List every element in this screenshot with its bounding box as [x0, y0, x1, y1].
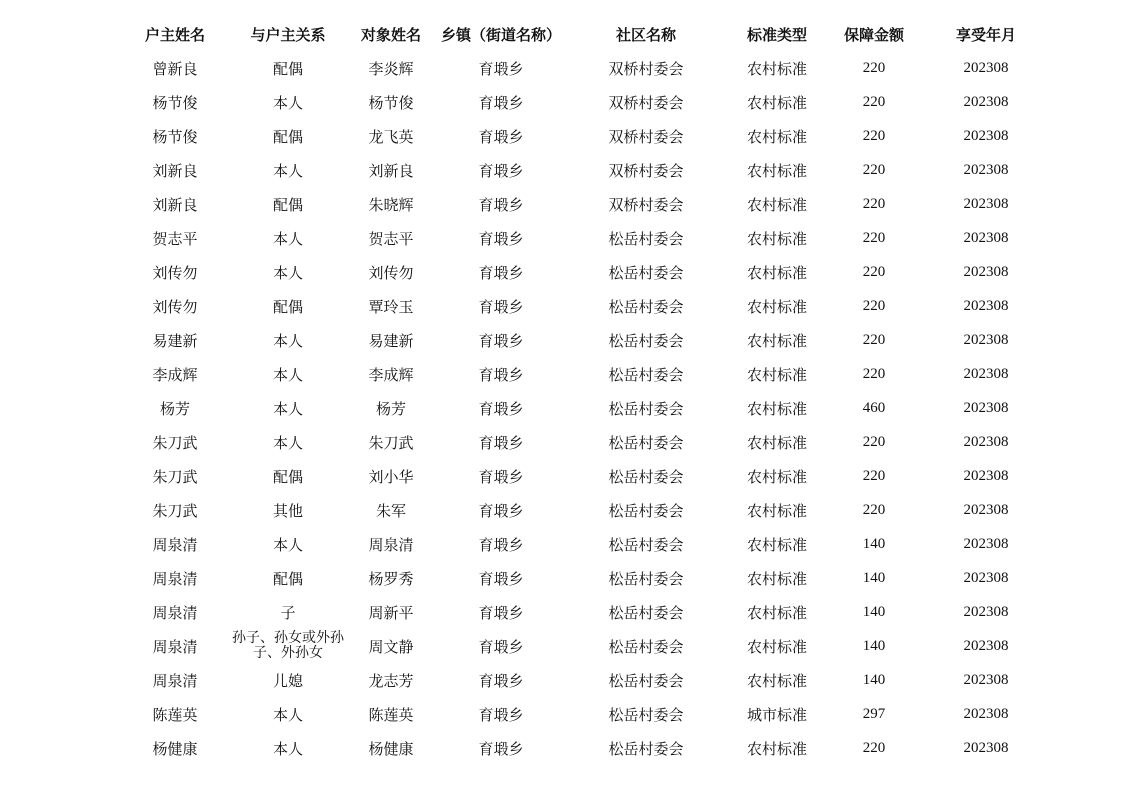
cell-community: 松岳村委会	[608, 399, 684, 418]
column-header-household-head: 户主姓名	[144, 25, 205, 44]
cell-town: 育塅乡	[478, 501, 524, 520]
cell-household-head: 周泉清	[152, 637, 198, 656]
cell-town: 育塅乡	[478, 127, 524, 146]
cell-month: 202308	[963, 297, 1009, 314]
cell-standard-type: 农村标准	[746, 161, 807, 180]
cell-recipient-name: 刘新良	[368, 161, 414, 180]
cell-town: 育塅乡	[478, 705, 524, 724]
cell-amount: 220	[862, 365, 886, 382]
cell-standard-type: 农村标准	[746, 229, 807, 248]
cell-household-head: 朱刀武	[152, 467, 198, 486]
cell-community: 松岳村委会	[608, 739, 684, 758]
cell-recipient-name: 陈莲英	[368, 705, 414, 724]
cell-community: 松岳村委会	[608, 297, 684, 316]
cell-recipient-name: 杨健康	[368, 739, 414, 758]
cell-relation-text: 孙子、孙女或外孙子、外孙女	[232, 630, 344, 661]
column-header-month: 享受年月	[955, 25, 1016, 44]
cell-relation: 本人	[272, 365, 303, 384]
cell-month: 202308	[963, 229, 1009, 246]
cell-community: 松岳村委会	[608, 705, 684, 724]
cell-standard-type: 农村标准	[746, 195, 807, 214]
cell-relation: 本人	[272, 263, 303, 282]
cell-relation: 配偶	[272, 59, 303, 78]
cell-recipient-name: 李成辉	[368, 365, 414, 384]
cell-recipient-name: 李炎辉	[368, 59, 414, 78]
cell-amount: 220	[862, 739, 886, 756]
cell-community: 松岳村委会	[608, 535, 684, 554]
cell-community: 松岳村委会	[608, 637, 684, 656]
cell-relation: 本人	[272, 229, 303, 248]
cell-relation: 本人	[272, 705, 303, 724]
cell-town: 育塅乡	[478, 229, 524, 248]
cell-community: 松岳村委会	[608, 467, 684, 486]
cell-amount: 140	[862, 569, 886, 586]
header-row	[119, 17, 1051, 51]
cell-amount: 220	[862, 59, 886, 76]
cell-standard-type: 城市标准	[746, 705, 807, 724]
cell-relation: 本人	[272, 399, 303, 418]
cell-household-head: 刘传勿	[152, 297, 198, 316]
cell-town: 育塅乡	[478, 603, 524, 622]
table-row	[119, 697, 1051, 731]
table-row	[119, 493, 1051, 527]
cell-month: 202308	[963, 127, 1009, 144]
table-row	[119, 527, 1051, 561]
cell-month: 202308	[963, 331, 1009, 348]
cell-standard-type: 农村标准	[746, 467, 807, 486]
cell-relation: 本人	[272, 739, 303, 758]
cell-town: 育塅乡	[478, 93, 524, 112]
cell-household-head: 朱刀武	[152, 433, 198, 452]
cell-amount: 220	[862, 297, 886, 314]
cell-household-head: 杨芳	[159, 399, 190, 418]
cell-community: 双桥村委会	[608, 59, 684, 78]
cell-amount: 220	[862, 229, 886, 246]
cell-relation: 配偶	[272, 127, 303, 146]
table-row	[119, 425, 1051, 459]
cell-standard-type: 农村标准	[746, 603, 807, 622]
cell-standard-type: 农村标准	[746, 569, 807, 588]
cell-town: 育塅乡	[478, 331, 524, 350]
cell-town: 育塅乡	[478, 535, 524, 554]
cell-standard-type: 农村标准	[746, 637, 807, 656]
cell-town: 育塅乡	[478, 263, 524, 282]
cell-community: 松岳村委会	[608, 569, 684, 588]
cell-month: 202308	[963, 501, 1009, 518]
table-row	[119, 595, 1051, 629]
cell-household-head: 陈莲英	[152, 705, 198, 724]
cell-relation: 子	[280, 603, 296, 622]
cell-month: 202308	[963, 671, 1009, 688]
cell-town: 育塅乡	[478, 671, 524, 690]
cell-recipient-name: 贺志平	[368, 229, 414, 248]
table-row	[119, 255, 1051, 289]
cell-community: 松岳村委会	[608, 263, 684, 282]
cell-amount: 220	[862, 93, 886, 110]
cell-town: 育塅乡	[478, 569, 524, 588]
table-row	[119, 561, 1051, 595]
cell-recipient-name: 杨节俊	[368, 93, 414, 112]
cell-community: 松岳村委会	[608, 433, 684, 452]
cell-standard-type: 农村标准	[746, 59, 807, 78]
cell-standard-type: 农村标准	[746, 127, 807, 146]
cell-community: 松岳村委会	[608, 229, 684, 248]
cell-household-head: 周泉清	[152, 671, 198, 690]
cell-relation	[231, 629, 345, 663]
cell-month: 202308	[963, 637, 1009, 654]
cell-standard-type: 农村标准	[746, 535, 807, 554]
cell-month: 202308	[963, 433, 1009, 450]
table-row	[119, 663, 1051, 697]
cell-household-head: 刘新良	[152, 161, 198, 180]
cell-amount: 220	[862, 433, 886, 450]
table-row	[119, 323, 1051, 357]
cell-relation: 配偶	[272, 195, 303, 214]
cell-community: 松岳村委会	[608, 331, 684, 350]
cell-month: 202308	[963, 739, 1009, 756]
cell-community: 双桥村委会	[608, 127, 684, 146]
table-row	[119, 51, 1051, 85]
cell-recipient-name: 刘传勿	[368, 263, 414, 282]
cell-community: 松岳村委会	[608, 501, 684, 520]
cell-standard-type: 农村标准	[746, 365, 807, 384]
cell-standard-type: 农村标准	[746, 297, 807, 316]
cell-relation: 本人	[272, 93, 303, 112]
cell-amount: 140	[862, 603, 886, 620]
cell-household-head: 曾新良	[152, 59, 198, 78]
table-row	[119, 357, 1051, 391]
table-row	[119, 629, 1051, 663]
cell-month: 202308	[963, 603, 1009, 620]
cell-month: 202308	[963, 161, 1009, 178]
cell-month: 202308	[963, 705, 1009, 722]
cell-month: 202308	[963, 399, 1009, 416]
cell-recipient-name: 周文静	[368, 637, 414, 656]
cell-standard-type: 农村标准	[746, 263, 807, 282]
cell-household-head: 周泉清	[152, 535, 198, 554]
table-row	[119, 85, 1051, 119]
cell-household-head: 杨节俊	[152, 127, 198, 146]
cell-amount: 220	[862, 195, 886, 212]
cell-recipient-name: 龙飞英	[368, 127, 414, 146]
cell-recipient-name: 杨罗秀	[368, 569, 414, 588]
table-row	[119, 731, 1051, 765]
cell-community: 松岳村委会	[608, 365, 684, 384]
cell-relation: 本人	[272, 433, 303, 452]
table-row	[119, 119, 1051, 153]
column-header-standard-type: 标准类型	[746, 25, 807, 44]
cell-household-head: 周泉清	[152, 569, 198, 588]
cell-relation: 配偶	[272, 569, 303, 588]
cell-town: 育塅乡	[478, 399, 524, 418]
cell-standard-type: 农村标准	[746, 739, 807, 758]
cell-recipient-name: 朱刀武	[368, 433, 414, 452]
cell-month: 202308	[963, 535, 1009, 552]
column-header-community: 社区名称	[615, 25, 676, 44]
cell-household-head: 易建新	[152, 331, 198, 350]
cell-amount: 220	[862, 161, 886, 178]
table-body	[119, 51, 1051, 765]
cell-household-head: 杨健康	[152, 739, 198, 758]
cell-relation: 本人	[272, 535, 303, 554]
cell-standard-type: 农村标准	[746, 501, 807, 520]
cell-community: 双桥村委会	[608, 195, 684, 214]
cell-town: 育塅乡	[478, 433, 524, 452]
table-row	[119, 391, 1051, 425]
cell-recipient-name: 朱军	[375, 501, 406, 520]
cell-town: 育塅乡	[478, 739, 524, 758]
cell-standard-type: 农村标准	[746, 433, 807, 452]
cell-household-head: 李成辉	[152, 365, 198, 384]
cell-town: 育塅乡	[478, 59, 524, 78]
cell-relation: 配偶	[272, 467, 303, 486]
cell-town: 育塅乡	[478, 365, 524, 384]
cell-household-head: 周泉清	[152, 603, 198, 622]
cell-month: 202308	[963, 467, 1009, 484]
cell-household-head: 贺志平	[152, 229, 198, 248]
table-row	[119, 187, 1051, 221]
column-header-relation: 与户主关系	[250, 25, 326, 44]
cell-household-head: 朱刀武	[152, 501, 198, 520]
cell-relation: 儿媳	[272, 671, 303, 690]
assistance-roster-table	[119, 17, 1051, 765]
cell-recipient-name: 周泉清	[368, 535, 414, 554]
cell-month: 202308	[963, 195, 1009, 212]
cell-town: 育塅乡	[478, 637, 524, 656]
cell-amount: 220	[862, 501, 886, 518]
cell-recipient-name: 刘小华	[368, 467, 414, 486]
cell-month: 202308	[963, 59, 1009, 76]
cell-month: 202308	[963, 263, 1009, 280]
cell-recipient-name: 杨芳	[375, 399, 406, 418]
cell-relation: 本人	[272, 161, 303, 180]
cell-household-head: 杨节俊	[152, 93, 198, 112]
cell-standard-type: 农村标准	[746, 93, 807, 112]
cell-amount: 297	[862, 705, 886, 722]
cell-community: 双桥村委会	[608, 93, 684, 112]
cell-community: 双桥村委会	[608, 161, 684, 180]
table-row	[119, 289, 1051, 323]
cell-town: 育塅乡	[478, 467, 524, 486]
cell-amount: 140	[862, 637, 886, 654]
cell-relation: 本人	[272, 331, 303, 350]
cell-month: 202308	[963, 569, 1009, 586]
cell-amount: 220	[862, 263, 886, 280]
table-row	[119, 153, 1051, 187]
cell-amount: 460	[862, 399, 886, 416]
cell-standard-type: 农村标准	[746, 671, 807, 690]
cell-household-head: 刘新良	[152, 195, 198, 214]
cell-household-head: 刘传勿	[152, 263, 198, 282]
cell-recipient-name: 朱晓辉	[368, 195, 414, 214]
cell-recipient-name: 易建新	[368, 331, 414, 350]
cell-standard-type: 农村标准	[746, 399, 807, 418]
cell-month: 202308	[963, 93, 1009, 110]
cell-amount: 140	[862, 535, 886, 552]
cell-amount: 220	[862, 467, 886, 484]
column-header-amount: 保障金额	[843, 25, 904, 44]
cell-relation: 配偶	[272, 297, 303, 316]
cell-recipient-name: 龙志芳	[368, 671, 414, 690]
cell-amount: 140	[862, 671, 886, 688]
cell-town: 育塅乡	[478, 161, 524, 180]
column-header-recipient-name: 对象姓名	[360, 25, 421, 44]
table-row	[119, 459, 1051, 493]
cell-town: 育塅乡	[478, 195, 524, 214]
table-row	[119, 221, 1051, 255]
cell-amount: 220	[862, 331, 886, 348]
cell-standard-type: 农村标准	[746, 331, 807, 350]
cell-community: 松岳村委会	[608, 603, 684, 622]
column-header-town: 乡镇（街道名称）	[440, 25, 561, 44]
cell-month: 202308	[963, 365, 1009, 382]
cell-recipient-name: 周新平	[368, 603, 414, 622]
cell-town: 育塅乡	[478, 297, 524, 316]
cell-community: 松岳村委会	[608, 671, 684, 690]
cell-amount: 220	[862, 127, 886, 144]
cell-recipient-name: 覃玲玉	[368, 297, 414, 316]
cell-relation: 其他	[272, 501, 303, 520]
